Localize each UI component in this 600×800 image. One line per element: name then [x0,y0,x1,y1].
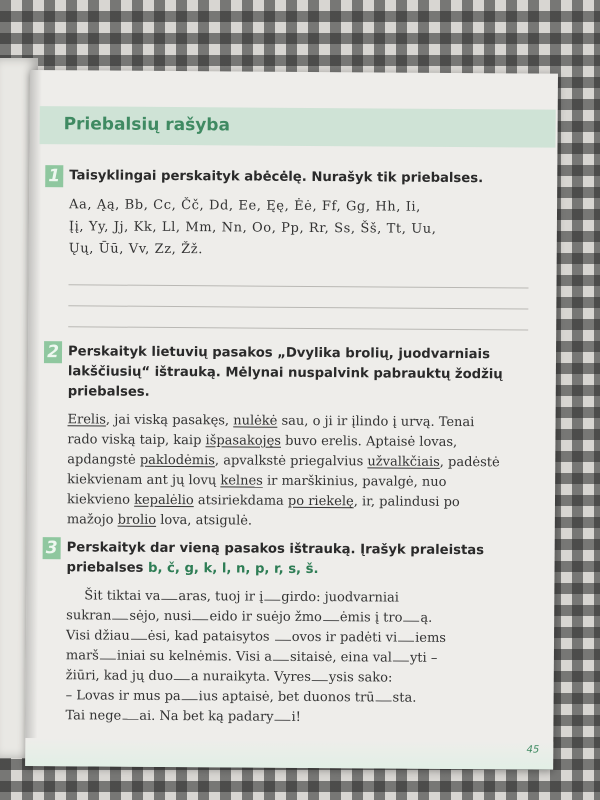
fill-in-text: ysis sako: [328,670,393,686]
fill-in-line [65,706,505,729]
blank-gap[interactable] [192,608,208,620]
underlined-word: kepalėlio [134,492,194,509]
story-text: , ir, palindusi po mažojo [66,494,460,528]
page-bottom-band [25,738,553,770]
blank-gap[interactable] [376,689,392,701]
story-text: lova, atsigulė. [156,512,253,529]
blank-gap[interactable] [131,628,147,640]
writing-line[interactable] [68,326,528,330]
exercise-3-instruction [66,538,506,581]
blank-gap[interactable] [264,589,280,601]
exercise-2-number: 2 [44,341,62,363]
alphabet-line: Ųų, Ūū, Vv, Zz, Žž. [68,241,204,258]
story-text: , apvalkstė priegalvius [214,453,368,470]
writing-line[interactable] [68,284,528,288]
blank-gap[interactable] [275,709,291,721]
fill-in-text: Šit tiktai va [84,588,161,604]
story-text: , padėstė kiekvienam ant jų lovų [67,454,500,489]
fill-in-text: sitaisė, eina val [289,649,393,666]
alphabet-line: Įį, Yy, Jj, Kk, Ll, Mm, Nn, Oo, Pp, Rr, Ss, Šš, Tt, Uu, [68,219,437,237]
blank-gap[interactable] [275,629,291,641]
blank-gap[interactable] [122,708,138,720]
story-text: ir marškinius, pavalgė, nuo kiekvieno [66,473,447,508]
fill-in-text: aras, tuoj ir į [178,589,264,605]
fill-in-text: iems [415,630,447,646]
blank-gap[interactable] [100,648,116,660]
underlined-word: išpasakojęs [205,433,282,449]
blank-gap[interactable] [403,610,419,622]
fill-in-text: eido ir suėjo žmo [209,609,322,626]
underlined-word: užvalkčiais [367,454,440,470]
section-title: Priebalsių rašyba [63,114,231,136]
underlined-word: po riekelę [287,493,354,510]
fill-in-text: žiūri, kad jų duo [65,668,173,685]
exercise-2-instruction: Perskaityk lietuvių pasakos „Dvylika brolių, juodvarniais lakščiusių“ ištrauką. Mėlynai nuspalvink pabrauktų žodžių priebalses. [67,344,503,400]
exercise-1-instruction: Taisyklingai perskaityk abėcėlę. Nurašyk tik priebalses. [69,168,484,187]
underlined-word: brolio [117,512,157,528]
fill-in-text: ius aptaisė, bet duonos trū [198,689,375,706]
page-number: 45 [526,744,540,756]
blank-gap[interactable] [161,588,177,600]
blank-gap[interactable] [398,630,414,642]
fill-in-text: yti – [409,650,438,666]
writing-line[interactable] [68,305,528,309]
story-text: sau, o ji ir įlindo į urvą. Tenai rado viską taip, kaip [67,413,475,449]
underlined-word: Erelis [67,412,107,428]
fill-in-text: sta. [392,690,417,706]
fill-in-text: ėsi, kad pataisytos [147,628,274,645]
alphabet-text [69,194,547,263]
story-text: , jai viską pasakęs, [105,412,234,429]
section-banner [39,106,555,148]
exercise-1 [46,166,547,330]
underlined-word: kelnes [220,473,263,489]
missing-letters-list: b, č, g, k, l, n, p, r, s, š. [147,560,319,578]
underlined-word: nulėkė [233,413,278,429]
fill-in-text: ą. [420,610,433,626]
instruction-text: Perskaityk dar vieną pasakos ištrauką. Įrašyk praleistas priebalses [66,540,485,576]
story-text: atsiriekdama [193,493,289,509]
fill-in-text: girdo: juodvarniai [281,589,399,606]
underlined-word: paklodėmis [139,452,216,469]
blank-gap[interactable] [312,669,328,681]
fill-in-text: – Lovas ir mus pa [65,688,181,705]
exercise-2 [45,342,546,533]
exercise-2-text [67,410,508,533]
fill-in-text: iniai su kelnėmis. Visi a [116,648,273,665]
fill-in-text: sukran [66,608,112,624]
fill-in-text: ėmis į tro [339,610,403,626]
blank-gap[interactable] [112,608,128,620]
fill-in-text: Tai nege [65,708,122,724]
blank-gap[interactable] [182,688,198,700]
fill-in-text: Visi džiau [65,628,130,644]
exercise-3-text [65,586,506,729]
exercise-3-number: 3 [43,537,61,559]
exercise-1-number: 1 [45,165,63,187]
fill-in-text: marš [65,648,99,664]
exercise-3 [43,538,544,729]
fill-in-text: sėjo, nusi [129,608,192,625]
fill-in-text: ovos ir padėti vi [291,629,398,646]
blank-gap[interactable] [174,668,190,680]
blank-gap[interactable] [323,609,339,621]
alphabet-line: Aa, Ąą, Bb, Cc, Čč, Dd, Ee, Ęę, Ėė, Ff, Gg, Hh, Ii, [69,197,421,215]
fill-in-text: i! [291,709,301,725]
workbook-page [25,70,558,770]
fill-in-text: ai. Na bet ką padary [139,708,274,725]
fill-in-text: a nuraikyta. Vyres [190,669,311,685]
blank-gap[interactable] [393,650,409,662]
blank-gap[interactable] [273,649,289,661]
story-text: buvo erelis. Aptaisė lovas, apdangstė [67,433,458,468]
